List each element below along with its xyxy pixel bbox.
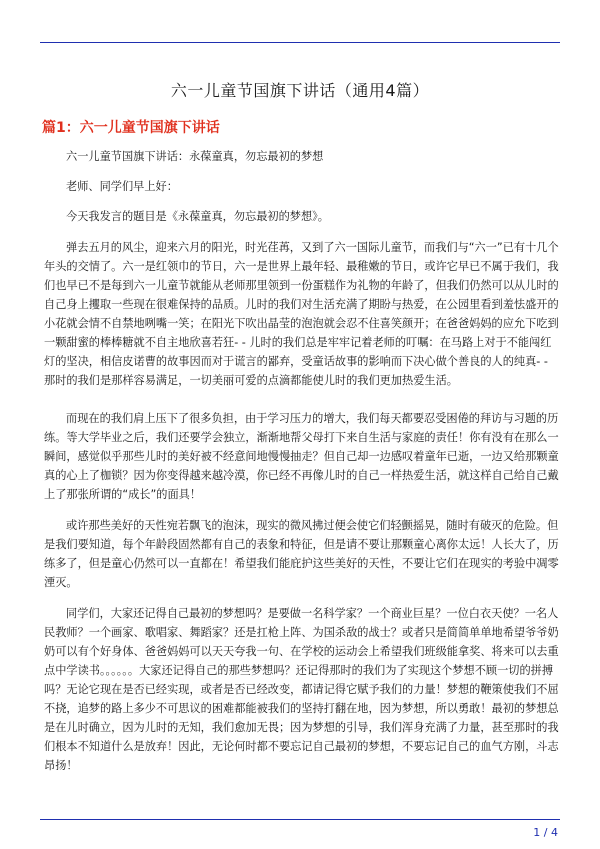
page-number: 1 / 4 — [533, 826, 558, 839]
footer-rule — [40, 819, 560, 820]
body-paragraph: 弹去五月的风尘，迎来六月的阳光，时光荏苒，又到了六一国际儿童节，而我们与“六一”已有十几个年头的交情了。六一是红领巾的节日，六一是世界上最年轻、最稚嫩的节日，或许它早已不属于我们，我们也早已不是每到六一儿童节就能从老师那里领到一份蛋糕作为礼物的年龄了，但我们仍然可以从儿时的自己身上攫取一些现在很难保持的品质。儿时的我们对生活充满了期盼与热爱，在公园里看到羞怯盛开的小花就会情不自禁地咧嘴一笑；在阳光下吹出晶莹的泡泡就会忍不住喜笑颜开；在爸爸妈妈的应允下吃到一颗甜蜜的棒棒糖就不自主地欣喜若狂- - 儿时的我们总是牢牢记着老师的叮嘱：在马路上对于不能闯红灯的坚决，相信皮诺曹的故事因而对于谎言的鄙弃，受童话故事的影响而下决心做个善良的人的纯真- - 那时的我们是那样容易满足，一切美丽可爱的点滴都能使儿时的我们更加热爱生活。 — [44, 241, 559, 387]
topic-block — [44, 207, 560, 226]
document-title: 六一儿童节国旗下讲话（通用4篇） — [170, 81, 430, 100]
paragraph-block-3 — [44, 516, 560, 592]
paragraph-block-2 — [44, 409, 560, 504]
subtitle-line: 六一儿童节国旗下讲话：永葆童真，勿忘最初的梦想 — [66, 150, 324, 163]
speech-subtitle — [44, 147, 560, 166]
body-paragraph: 而现在的我们肩上压下了很多负担，由于学习压力的增大，我们每天都要忍受困倦的拜访与习题的历练。等大学毕业之后，我们还要学会独立，渐渐地帮父母打下来自生活与家庭的责任！你有没有在那么一瞬间，感觉似乎那些儿时的美好被不经意间地慢慢抽走？但自己却一边感叹着童年已逝，一边又给那颗童真的心上了枷锁？因为你变得越来越冷漠，你已经不再像儿时的自己一样热爱生活，就这样自己给自己戴上了那张所谓的“成长”的面具！ — [44, 412, 559, 501]
paragraph-block-1 — [44, 238, 560, 390]
salutation: 老师、同学们早上好： — [66, 180, 178, 193]
salutation-block — [44, 177, 560, 196]
body-paragraph: 同学们，大家还记得自己最初的梦想吗？是要做一名科学家？一个商业巨星？一位白衣天使？一名人民教师？一个画家、歌唱家、舞蹈家？还是扛枪上阵、为国杀敌的战士？或者只是简简单单地希望爷爷奶奶可以有个好身体、爸爸妈妈可以天天夸我一句、在学校的运动会上希望我们班级能拿奖、将来可以去重点中学读书。。。。。。大家还记得自己的那些梦想吗？还记得那时的我们为了实现这个梦想不顾一切的拼搏吗？无论它现在是否已经实现，或者是否已经改变，都请记得它赋予我们的力量！梦想的鞭策使我们不屈不挠，追梦的路上多少不可思议的困难都能被我们的坚持打翻在地，因为梦想，所以勇敢！最初的梦想总是在儿时确立，因为儿时的无知，我们愈加无畏；因为梦想的引导，我们浑身充满了力量，甚至那时的我们根本不知道什么是放弃！因此，无论何时都不要忘记自己最初的梦想，不要忘记自己的血气方刚，斗志昂扬！ — [44, 607, 559, 772]
section-heading: 篇1：六一儿童节国旗下讲话 — [42, 120, 220, 136]
header-rule — [40, 42, 560, 43]
topic-line: 今天我发言的题目是《永葆童真，勿忘最初的梦想》。 — [66, 210, 329, 223]
paragraph-block-4 — [44, 604, 560, 775]
body-paragraph: 或许那些美好的天性宛若飘飞的泡沫，现实的微风拂过便会使它们轻颤摇晃，随时有破灭的危险。但是我们要知道，每个年龄段固然都有自己的表象和特征，但是请不要让那颗童心离你太远！人长大了，历练多了，但是童心仍然可以一直都在！希望我们能庇护这些美好的天性，不要让它们在现实的考验中凋零湮灭。 — [44, 519, 559, 589]
